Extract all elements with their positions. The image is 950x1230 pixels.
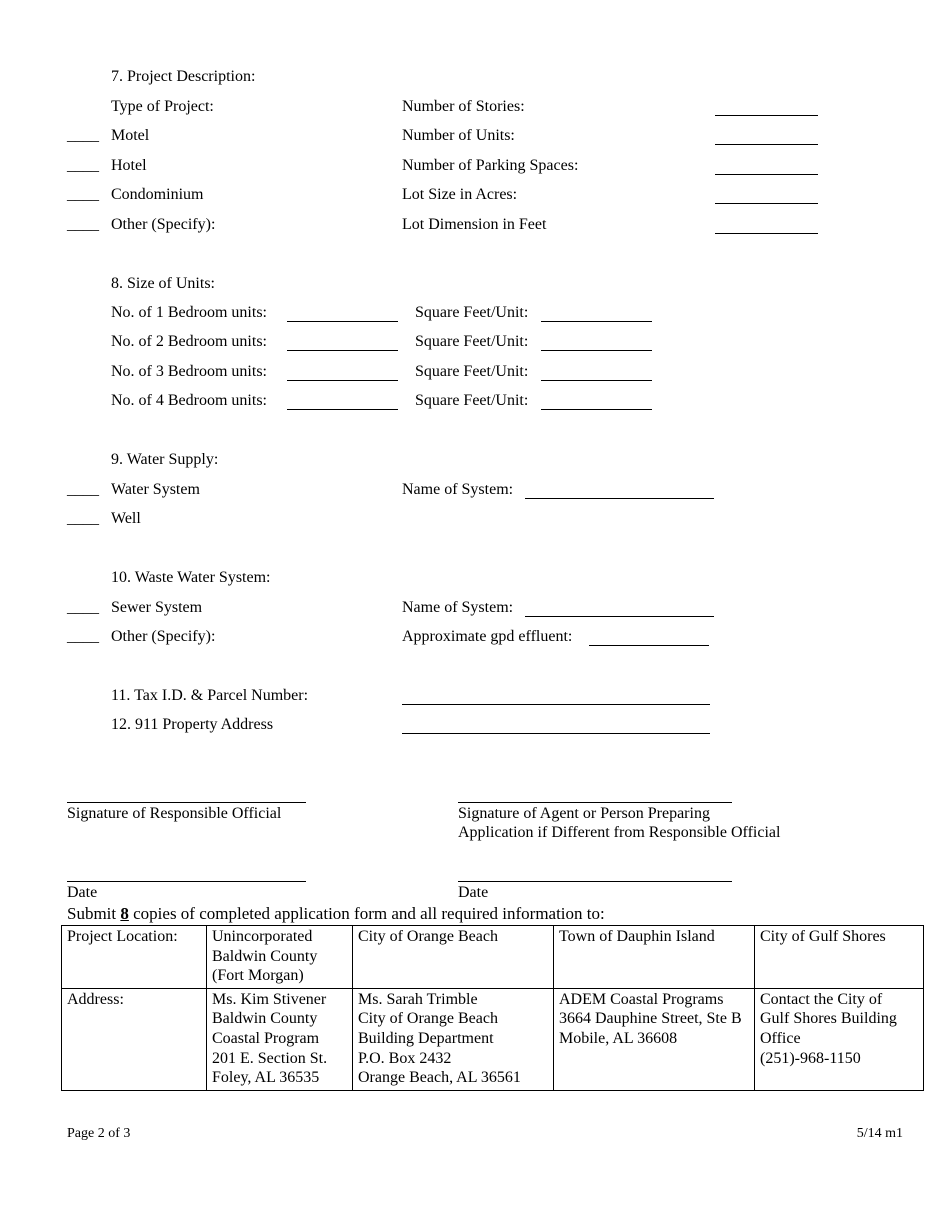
blank-condominium[interactable]: ____ bbox=[67, 186, 99, 203]
waste-name-of-system-blank[interactable] bbox=[525, 616, 714, 617]
bedroom-3-label: No. of 3 Bedroom units: bbox=[111, 363, 267, 380]
address-baldwin-county: Ms. Kim Stivener Baldwin County Coastal Program 201 E. Section St. Foley, AL 36535 bbox=[207, 988, 353, 1090]
location-orange-beach: City of Orange Beach bbox=[353, 926, 554, 989]
section-9-heading: 9. Water Supply: bbox=[111, 451, 219, 468]
gpd-effluent-blank[interactable] bbox=[589, 645, 709, 646]
submit-instructions bbox=[67, 904, 605, 923]
blank-number-of-stories[interactable] bbox=[715, 115, 818, 116]
bedroom-2-sqft-blank[interactable] bbox=[541, 350, 652, 351]
option-waste-other: Other (Specify): bbox=[111, 628, 216, 645]
bedroom-1-label: No. of 1 Bedroom units: bbox=[111, 304, 267, 321]
agent-signature-label-line1: Signature of Agent or Person Preparing bbox=[458, 805, 710, 822]
location-baldwin-county: Unincorporated Baldwin County (Fort Morgan) bbox=[207, 926, 353, 989]
bedroom-2-sqft-label: Square Feet/Unit: bbox=[415, 333, 529, 350]
bedroom-2-label: No. of 2 Bedroom units: bbox=[111, 333, 267, 350]
blank-water-system[interactable]: ____ bbox=[67, 481, 99, 498]
type-other: Other (Specify): bbox=[111, 216, 216, 233]
type-hotel: Hotel bbox=[111, 157, 147, 174]
blank-well[interactable]: ____ bbox=[67, 510, 99, 527]
section-10-heading: 10. Waste Water System: bbox=[111, 569, 271, 586]
water-name-of-system-label: Name of System: bbox=[402, 481, 514, 498]
option-sewer-system: Sewer System bbox=[111, 599, 203, 616]
section-7-heading: 7. Project Description: bbox=[111, 68, 256, 85]
bedroom-1-sqft-label: Square Feet/Unit: bbox=[415, 304, 529, 321]
gpd-effluent-label: Approximate gpd effluent: bbox=[402, 628, 573, 645]
bedroom-4-sqft-blank[interactable] bbox=[541, 409, 652, 410]
bedroom-4-blank[interactable] bbox=[287, 409, 398, 410]
location-gulf-shores: City of Gulf Shores bbox=[755, 926, 924, 989]
table-row bbox=[62, 926, 924, 989]
type-condominium: Condominium bbox=[111, 186, 204, 203]
tax-id-blank[interactable] bbox=[402, 704, 710, 705]
blank-waste-other[interactable]: ____ bbox=[67, 628, 99, 645]
responsible-official-signature-label: Signature of Responsible Official bbox=[67, 805, 282, 822]
bedroom-4-sqft-label: Square Feet/Unit: bbox=[415, 392, 529, 409]
blank-number-of-units[interactable] bbox=[715, 144, 818, 145]
address-header: Address: bbox=[62, 988, 207, 1090]
tax-id-label: 11. Tax I.D. & Parcel Number: bbox=[111, 687, 309, 704]
blank-parking-spaces[interactable] bbox=[715, 174, 818, 175]
page-number: Page 2 of 3 bbox=[67, 1126, 131, 1141]
location-dauphin-island: Town of Dauphin Island bbox=[554, 926, 755, 989]
bedroom-3-sqft-blank[interactable] bbox=[541, 380, 652, 381]
field-number-of-units: Number of Units: bbox=[402, 127, 515, 144]
address-gulf-shores: Contact the City of Gulf Shores Building Office (251)-968-1150 bbox=[755, 988, 924, 1090]
blank-sewer-system[interactable]: ____ bbox=[67, 599, 99, 616]
field-parking-spaces: Number of Parking Spaces: bbox=[402, 157, 579, 174]
blank-hotel[interactable]: ____ bbox=[67, 157, 99, 174]
address-orange-beach: Ms. Sarah Trimble City of Orange Beach Building Department P.O. Box 2432 Orange Beach, AL 36561 bbox=[353, 988, 554, 1090]
agent-signature-line[interactable] bbox=[458, 802, 732, 803]
field-number-of-stories: Number of Stories: bbox=[402, 98, 525, 115]
field-lot-size: Lot Size in Acres: bbox=[402, 186, 518, 203]
section-8-heading: 8. Size of Units: bbox=[111, 275, 215, 292]
responsible-official-signature-line[interactable] bbox=[67, 802, 306, 803]
submission-address-table bbox=[61, 925, 924, 1091]
date-label-left: Date bbox=[67, 884, 98, 901]
bedroom-1-blank[interactable] bbox=[287, 321, 398, 322]
waste-name-of-system-label: Name of System: bbox=[402, 599, 514, 616]
address-dauphin-island: ADEM Coastal Programs 3664 Dauphine Street, Ste B Mobile, AL 36608 bbox=[554, 988, 755, 1090]
option-well: Well bbox=[111, 510, 141, 527]
bedroom-1-sqft-blank[interactable] bbox=[541, 321, 652, 322]
form-version: 5/14 m1 bbox=[856, 1126, 903, 1141]
submit-suffix: copies of completed application form and all required information to: bbox=[128, 904, 605, 923]
table-row bbox=[62, 988, 924, 1090]
field-lot-dimension: Lot Dimension in Feet bbox=[402, 216, 547, 233]
submit-copy-count: 8 bbox=[120, 904, 129, 923]
property-address-blank[interactable] bbox=[402, 733, 710, 734]
water-name-of-system-blank[interactable] bbox=[525, 498, 714, 499]
type-motel: Motel bbox=[111, 127, 150, 144]
property-address-label: 12. 911 Property Address bbox=[111, 716, 274, 733]
submit-prefix: Submit bbox=[67, 904, 121, 923]
bedroom-3-sqft-label: Square Feet/Unit: bbox=[415, 363, 529, 380]
date-label-right: Date bbox=[458, 884, 489, 901]
date-line-left[interactable] bbox=[67, 881, 306, 882]
option-water-system: Water System bbox=[111, 481, 200, 498]
bedroom-4-label: No. of 4 Bedroom units: bbox=[111, 392, 267, 409]
date-line-right[interactable] bbox=[458, 881, 732, 882]
bedroom-2-blank[interactable] bbox=[287, 350, 398, 351]
blank-lot-size[interactable] bbox=[715, 203, 818, 204]
blank-motel[interactable]: ____ bbox=[67, 127, 99, 144]
agent-signature-label-line2: Application if Different from Responsible Official bbox=[458, 824, 781, 841]
project-location-header: Project Location: bbox=[62, 926, 207, 989]
type-of-project-label: Type of Project: bbox=[111, 98, 214, 115]
blank-lot-dimension[interactable] bbox=[715, 233, 818, 234]
blank-other[interactable]: ____ bbox=[67, 216, 99, 233]
bedroom-3-blank[interactable] bbox=[287, 380, 398, 381]
